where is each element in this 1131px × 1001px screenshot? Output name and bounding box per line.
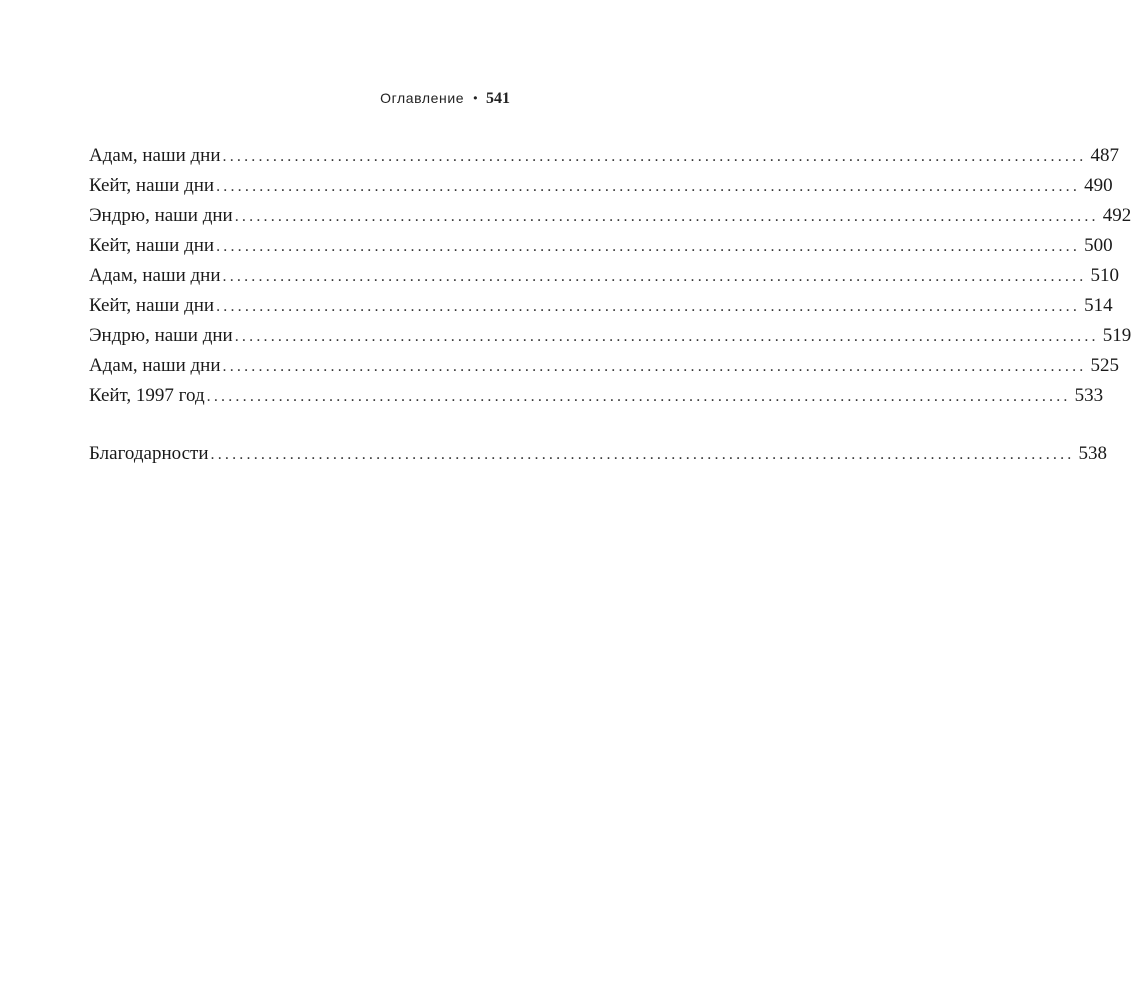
dot-leader: ........................................................................................................................ xyxy=(216,238,1081,255)
toc-entry[interactable] xyxy=(89,201,1131,231)
dot-leader: ........................................................................................................................ xyxy=(206,388,1071,405)
table-of-contents xyxy=(89,141,1131,469)
toc-entry-page: 487 xyxy=(1090,145,1119,166)
toc-entry-acknowledgements[interactable] xyxy=(89,439,1107,469)
dot-leader: ........................................................................................................................ xyxy=(222,148,1087,165)
dot-leader: ........................................................................................................................ xyxy=(210,446,1075,463)
toc-entry[interactable] xyxy=(89,321,1131,351)
toc-entry-title: Благодарности xyxy=(89,443,209,464)
section-spacer xyxy=(89,411,512,439)
toc-entry-title: Адам, наши дни xyxy=(89,355,221,376)
toc-entry[interactable] xyxy=(89,261,1119,291)
toc-entry[interactable] xyxy=(89,171,1113,201)
toc-entry[interactable] xyxy=(89,351,1119,381)
dot-leader: ........................................................................................................................ xyxy=(216,298,1081,315)
dot-leader: ........................................................................................................................ xyxy=(222,358,1087,375)
header-page-number: 541 xyxy=(486,90,510,107)
toc-entry-page: 510 xyxy=(1090,265,1119,286)
toc-entry-title: Кейт, 1997 год xyxy=(89,385,205,406)
toc-entry-title: Эндрю, наши дни xyxy=(89,205,233,226)
toc-entry-page: 538 xyxy=(1078,443,1107,464)
toc-entry-page: 514 xyxy=(1084,295,1113,316)
header-section-title: Оглавление xyxy=(380,90,465,106)
toc-entry-title: Эндрю, наши дни xyxy=(89,325,233,346)
dot-leader: ........................................................................................................................ xyxy=(234,328,1099,345)
toc-entry-title: Кейт, наши дни xyxy=(89,235,215,256)
toc-entry-page: 519 xyxy=(1102,325,1131,346)
toc-entry-title: Адам, наши дни xyxy=(89,145,221,166)
toc-entry-title: Адам, наши дни xyxy=(89,265,221,286)
toc-entry-title: Кейт, наши дни xyxy=(89,295,215,316)
header-bullet: • xyxy=(473,91,478,105)
toc-entry[interactable] xyxy=(89,141,1119,171)
toc-entry-page: 533 xyxy=(1074,385,1104,406)
dot-leader: ........................................................................................................................ xyxy=(216,178,1081,195)
toc-entry-page: 490 xyxy=(1084,175,1113,196)
toc-entry-page: 492 xyxy=(1102,205,1131,226)
toc-entry[interactable] xyxy=(89,381,1104,411)
toc-entry-title: Кейт, наши дни xyxy=(89,175,215,196)
running-header xyxy=(380,89,510,108)
toc-entry-page: 500 xyxy=(1084,235,1113,256)
dot-leader: ........................................................................................................................ xyxy=(222,268,1087,285)
toc-entry[interactable] xyxy=(89,291,1113,321)
toc-entry[interactable] xyxy=(89,231,1113,261)
dot-leader: ........................................................................................................................ xyxy=(234,208,1099,225)
toc-entry-page: 525 xyxy=(1090,355,1119,376)
